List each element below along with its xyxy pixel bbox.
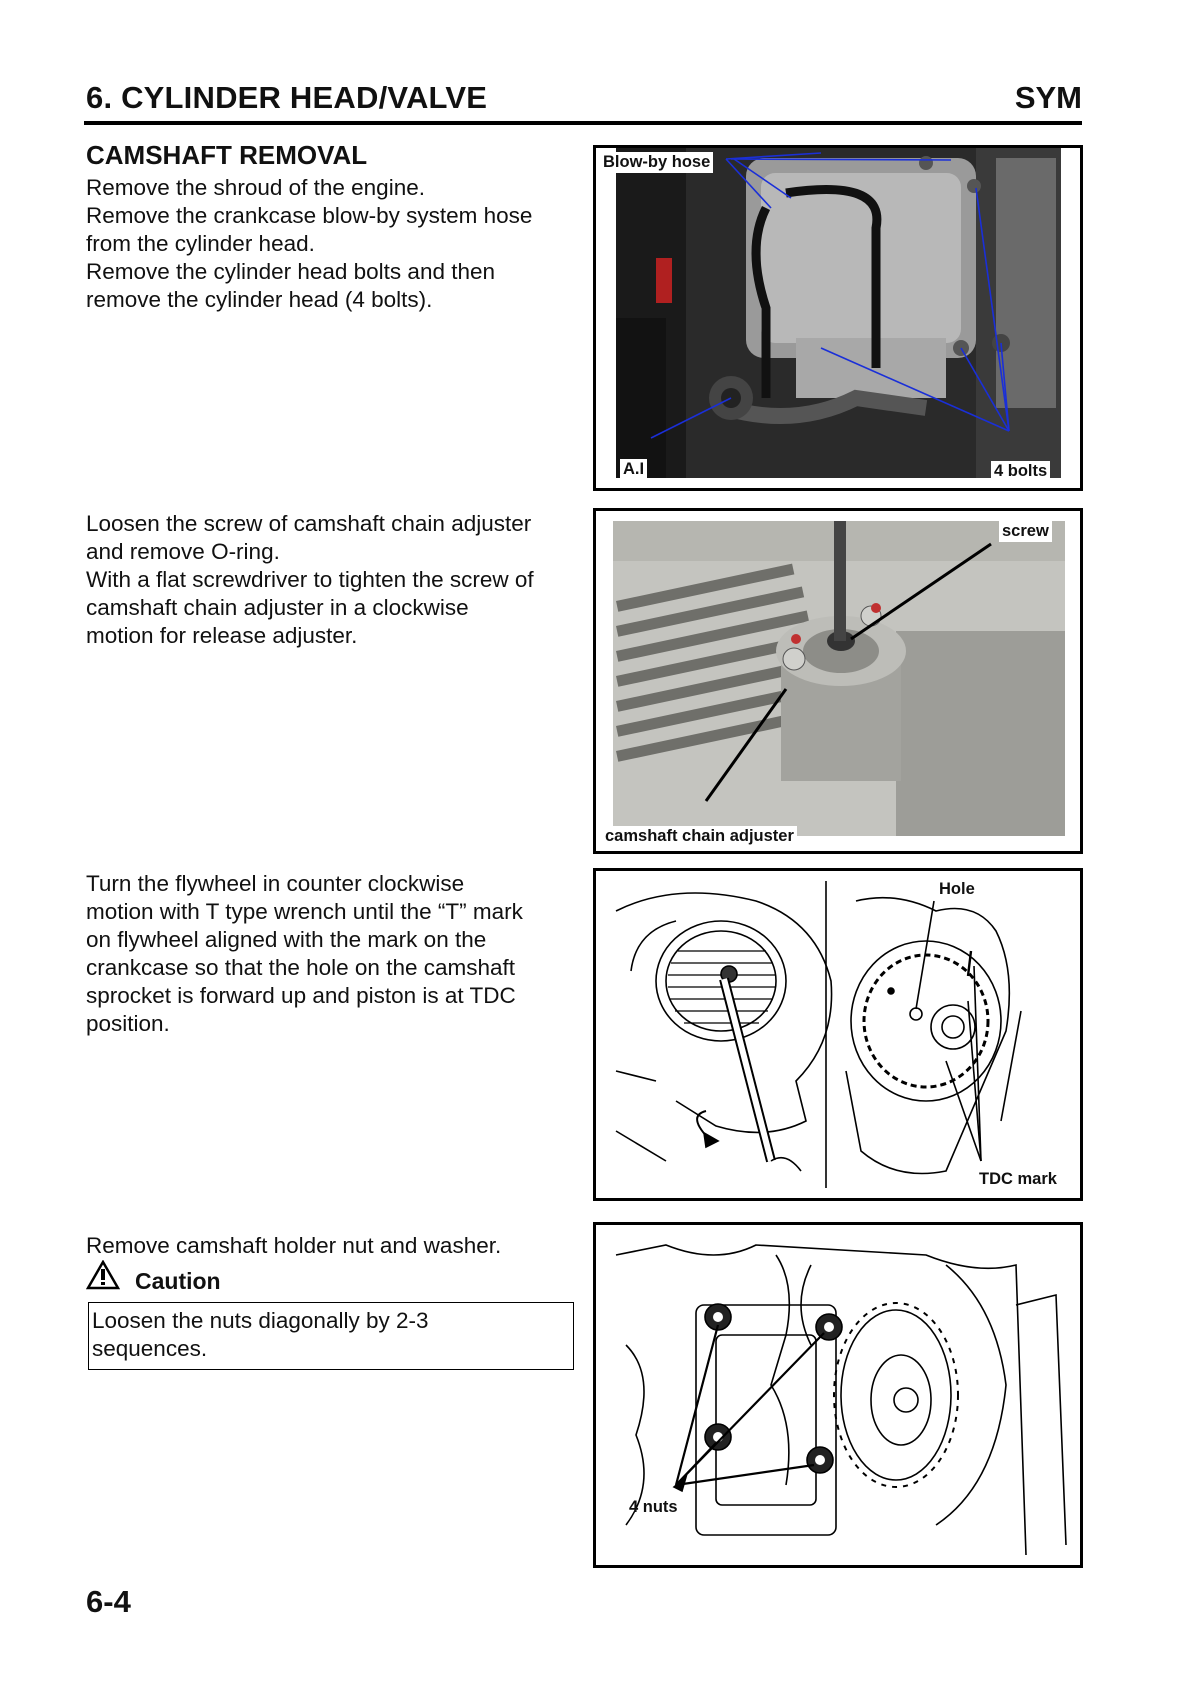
caution-box <box>88 1302 574 1370</box>
figure-cylinder-head-photo <box>593 145 1083 491</box>
text-line: and remove O-ring. <box>86 539 280 564</box>
label-4-nuts: 4 nuts <box>629 1498 678 1516</box>
caution-text-line: sequences. <box>92 1336 208 1361</box>
chapter-title: 6. CYLINDER HEAD/VALVE <box>86 80 488 115</box>
caution-warning-icon <box>86 1260 120 1290</box>
text-line: Remove the cylinder head bolts and then <box>86 259 496 284</box>
figure-holder-nuts-drawing <box>593 1222 1083 1568</box>
label-4-bolts: 4 bolts <box>991 461 1050 482</box>
step-4-text <box>86 1232 501 1260</box>
text-line: With a flat screwdriver to tighten the screw of <box>86 567 534 592</box>
label-screw: screw <box>999 521 1052 542</box>
text-line: Remove the shroud of the engine. <box>86 175 425 200</box>
caution-label: Caution <box>135 1268 221 1294</box>
figure-chain-adjuster-photo <box>593 508 1083 854</box>
step-2-text <box>86 510 534 650</box>
label-ai: A.I <box>620 459 647 480</box>
label-hole: Hole <box>939 880 975 898</box>
flywheel-line-art <box>596 871 1080 1198</box>
text-line: sprocket is forward up and piston is at TDC <box>86 983 516 1008</box>
label-tdc-mark: TDC mark <box>976 1169 1060 1190</box>
text-line: Loosen the screw of camshaft chain adjuster <box>86 511 532 536</box>
text-line: on flywheel aligned with the mark on the <box>86 927 487 952</box>
text-line: remove the cylinder head (4 bolts). <box>86 287 433 312</box>
adjuster-photo-illustration <box>596 511 1080 851</box>
label-blowby-hose: Blow-by hose <box>600 152 713 173</box>
text-line: Turn the flywheel in counter clockwise <box>86 871 465 896</box>
brand-label: SYM <box>1014 80 1082 115</box>
text-line: motion for release adjuster. <box>86 623 358 648</box>
text-line: Remove the crankcase blow-by system hose <box>86 203 533 228</box>
engine-photo-illustration <box>596 148 1080 488</box>
page-number: 6-4 <box>86 1584 131 1619</box>
header-divider <box>84 121 1082 125</box>
text-line: motion with T type wrench until the “T” mark <box>86 899 523 924</box>
text-line: crankcase so that the hole on the camshaft <box>86 955 516 980</box>
label-chain-adjuster: camshaft chain adjuster <box>602 826 797 847</box>
text-line: Remove camshaft holder nut and washer. <box>86 1233 502 1258</box>
text-line: camshaft chain adjuster in a clockwise <box>86 595 469 620</box>
figure-flywheel-tdc-drawing <box>593 868 1083 1201</box>
step-1-text <box>86 174 532 314</box>
section-title: CAMSHAFT REMOVAL <box>86 140 368 170</box>
caution-text-line: Loosen the nuts diagonally by 2-3 <box>92 1308 429 1333</box>
text-line: position. <box>86 1011 170 1036</box>
step-3-text <box>86 870 523 1038</box>
text-line: from the cylinder head. <box>86 231 315 256</box>
